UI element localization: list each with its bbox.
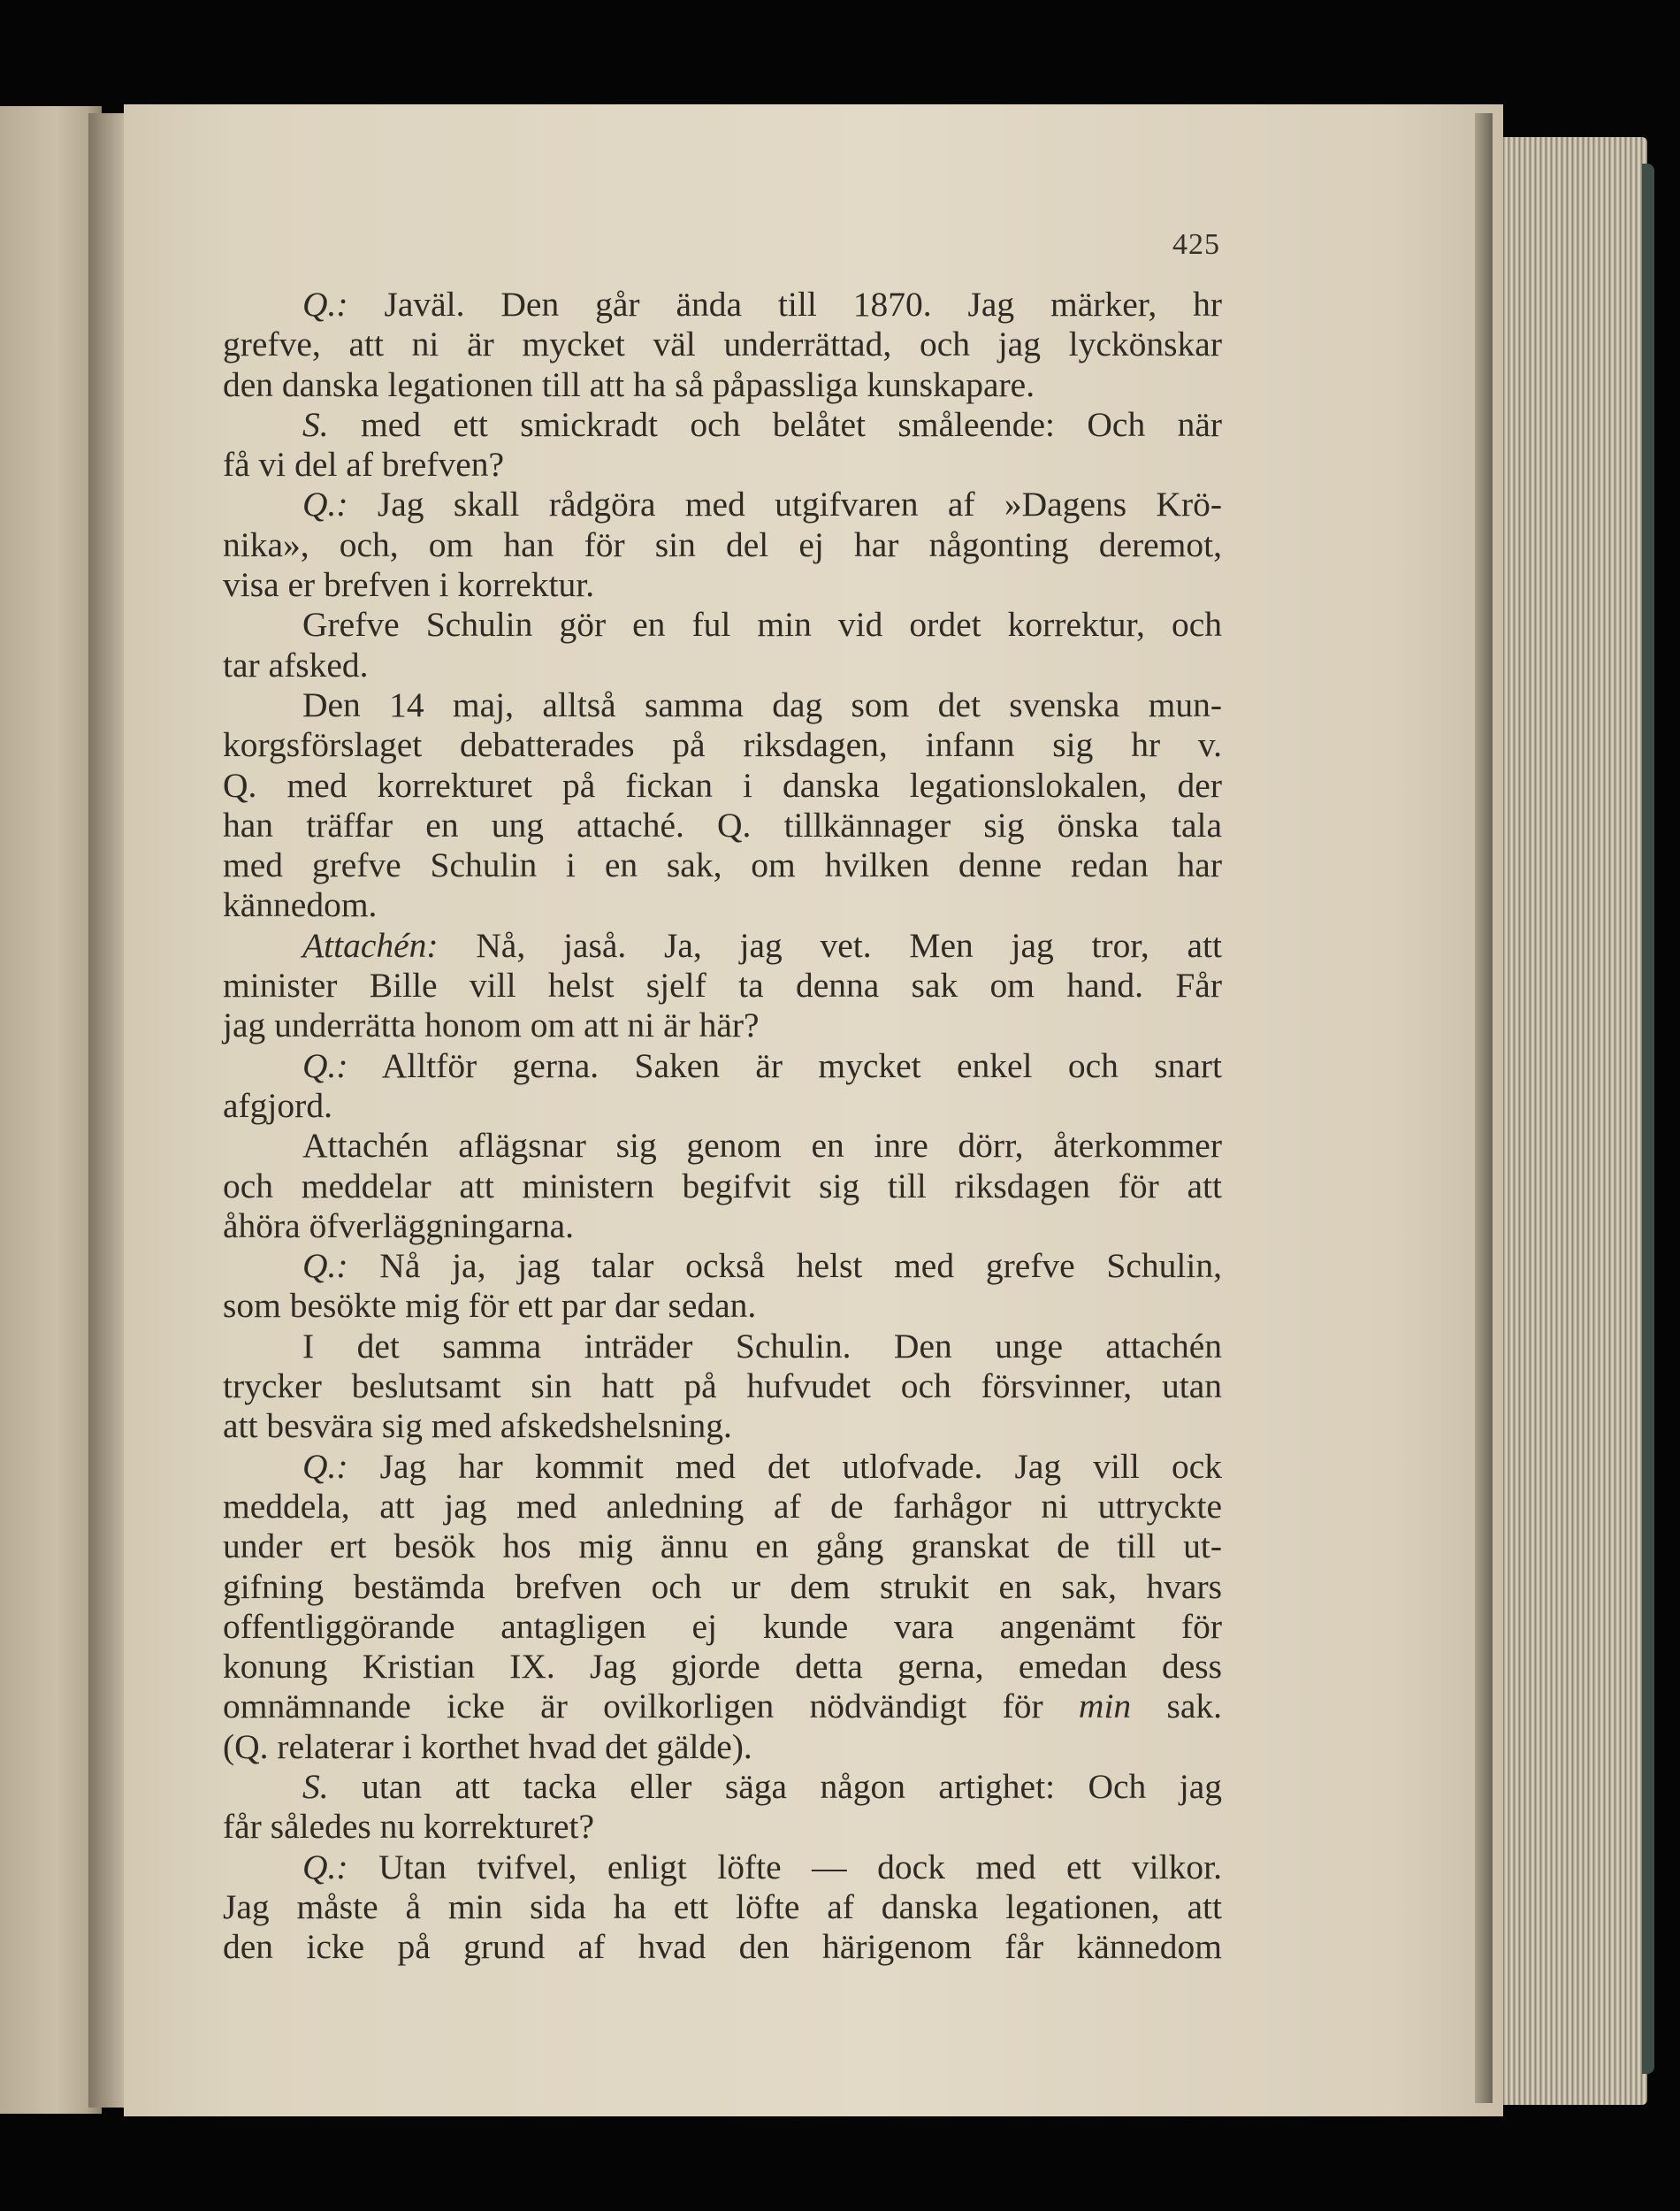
text-line [223,1607,1222,1647]
line-text: Jag måste å min sida ha ett löfte af danska legationen, att [223,1886,1222,1926]
text-line [223,1246,1222,1286]
text-line [223,605,1222,645]
text-line [223,1487,1222,1526]
line-text: får således nu korrekturet? [223,1807,595,1847]
line-text: Jag har kommit med det utlofvade. Jag vill ock [347,1446,1222,1486]
text-line [223,1086,1222,1126]
speaker-label: Q.: [302,1446,348,1486]
text-line [223,365,1222,405]
text-line [223,646,1222,685]
text-line [223,806,1222,845]
speaker-label: S. [302,1766,329,1806]
line-text: meddela, att jag med anledning af de farhågor ni uttryckte [223,1486,1222,1526]
line-text: Alltför gerna. Saken är mycket enkel och snart [347,1045,1222,1085]
line-text: konung Kristian IX. Jag gjorde detta gerna, emedan dess [223,1647,1222,1687]
text-line [223,1167,1222,1206]
line-text: den danska legationen till att ha så påpassliga kunskapare. [223,364,1035,404]
text-line [223,766,1222,806]
line-text: åhöra öfverläggningarna. [223,1205,575,1245]
line-text: trycker beslutsamt sin hatt på hufvudet och försvinner, utan [223,1366,1222,1406]
text-line [223,685,1222,725]
line-text: tar afsked. [223,645,369,685]
text-line [223,1927,1222,1967]
left-page-edge [0,106,102,2114]
text-line [223,966,1222,1006]
line-text: med grefve Schulin i en sak, om hvilken denne redan har [223,845,1222,885]
page-number: 425 [1172,228,1220,261]
line-text: minister Bille vill helst sjelf ta denna sak om hand. Får [223,966,1222,1006]
text-line [223,485,1222,524]
line-text: afgjord. [223,1085,332,1125]
line-text: den icke på grund af hvad den härigenom får kännedom [223,1927,1222,1967]
line-text: Utan tvifvel, enligt löfte — dock med ett vilkor. [347,1847,1222,1886]
text-line [223,1848,1222,1887]
speaker-label: Q.: [302,285,348,324]
line-text: med ett smickradt och belåtet småleende: Och när [328,404,1222,444]
line-text: visa er brefven i korrektur. [223,565,595,605]
line-text: och meddelar att ministern begifvit sig till riksdagen för att [223,1166,1222,1205]
line-text: han träffar en ung attaché. Q. tillkännager sig önska tala [223,805,1222,845]
line-text: Grefve Schulin gör en ful min vid ordet korrektur, och [302,605,1222,645]
text-line [223,1327,1222,1366]
text-line [223,1767,1222,1807]
text-line [223,1567,1222,1607]
text-line [223,565,1222,605]
line-text: I det samma inträder Schulin. Den unge attachén [302,1326,1222,1366]
text-line [223,725,1222,765]
line-text: Jag skall rådgöra med utgifvaren af »Dagens Krö- [347,485,1222,524]
line-text: grefve, att ni är mycket väl underrättad, och jag lyckönskar [223,325,1222,364]
text-line [223,525,1222,565]
line-text: (Q. relaterar i korthet hvad det gälde). [223,1726,752,1766]
text-line [223,1727,1222,1767]
line-text: att besvära sig med afskedshelsning. [223,1406,732,1446]
page-stack [1493,137,1647,2105]
speaker-label: S. [302,404,329,444]
line-text: få vi del af brefven? [223,445,505,485]
text-line [223,926,1222,966]
line-text: gifning bestämda brefven och ur dem strukit en sak, hvars [223,1566,1222,1606]
line-tail: sak. [1131,1687,1222,1726]
text-line [223,1006,1222,1045]
line-text: offentliggörande antagligen ej kunde vara angenämt för [223,1606,1222,1646]
body-text [223,285,1222,1967]
line-text: kännedom. [223,885,378,925]
text-line [223,1286,1222,1326]
text-line [223,1046,1222,1086]
text-line [223,405,1222,445]
text-line [223,285,1222,325]
text-line [223,445,1222,485]
speaker-label: Attachén: [302,925,439,965]
running-header [221,228,1220,264]
text-line [223,1206,1222,1246]
text-line [223,1687,1222,1726]
text-line [223,1647,1222,1687]
speaker-label: Q.: [302,1045,348,1085]
speaker-label: Q.: [302,1246,348,1286]
text-line [223,1366,1222,1406]
text-line [223,325,1222,364]
line-text: Den 14 maj, alltså samma dag som det svenska mun- [302,685,1222,724]
line-text: Nå, jaså. Ja, jag vet. Men jag tror, att [438,925,1222,965]
line-text: Nå ja, jag talar också helst med grefve Schulin, [347,1246,1222,1286]
line-text: korgsförslaget debatterades på riksdagen, infann sig hr v. [223,725,1222,765]
page-fore-edge [1475,113,1493,2103]
text-line [223,845,1222,885]
line-text: nika», och, om han för sin del ej har någonting deremot, [223,524,1222,564]
line-text: jag underrätta honom om att ni är här? [223,1006,760,1045]
text-line [223,1526,1222,1566]
text-line [223,1126,1222,1166]
text-line [223,885,1222,925]
speaker-label: Q.: [302,485,348,524]
line-text: utan att tacka eller säga någon artighet: Och jag [328,1766,1222,1806]
text-line [223,1447,1222,1487]
line-text: omnämnande icke är ovilkorligen nödvändigt för [223,1687,1079,1726]
line-text: Javäl. Den går ända till 1870. Jag märker, hr [347,285,1222,324]
text-line [223,1406,1222,1446]
text-line [223,1807,1222,1847]
line-text: Q. med korrekturet på fickan i danska legationslokalen, der [223,765,1222,805]
line-text: som besökte mig för ett par dar sedan. [223,1286,757,1326]
text-line [223,1887,1222,1927]
emphasis-text: min [1078,1687,1132,1726]
line-text: under ert besök hos mig ännu en gång granskat de till ut- [223,1526,1222,1566]
speaker-label: Q.: [302,1847,348,1886]
line-text: Attachén aflägsnar sig genom en inre dörr, återkommer [302,1126,1222,1166]
